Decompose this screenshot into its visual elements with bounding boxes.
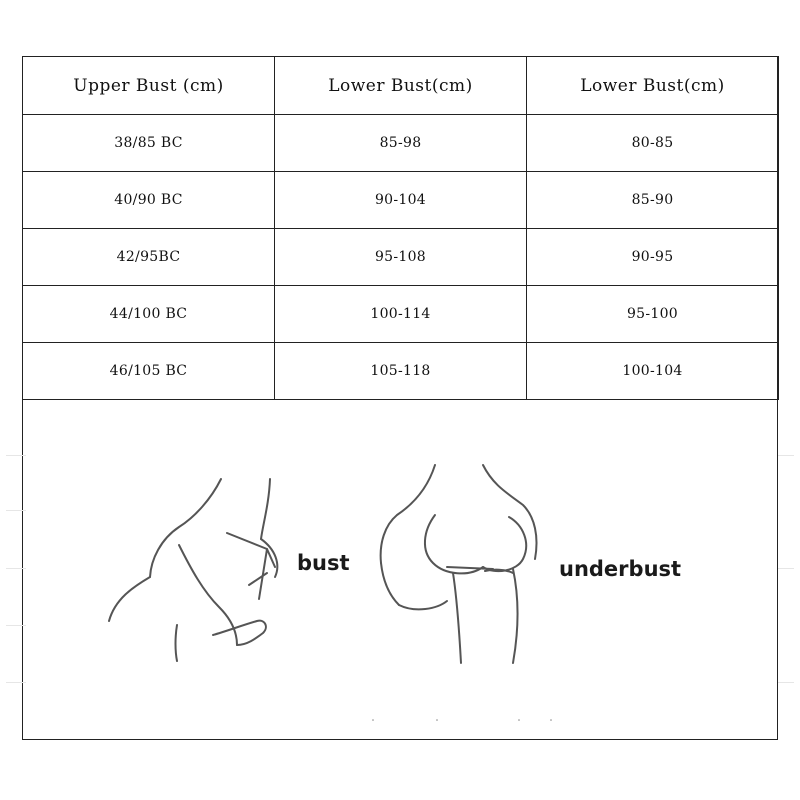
scan-artifact-line [778, 455, 794, 456]
table-row [23, 115, 779, 172]
table-header-row [23, 57, 779, 115]
table-cell: 38/85 BC [23, 115, 275, 172]
table-cell: 42/95BC [23, 229, 275, 286]
table-cell: 95-100 [527, 286, 779, 343]
scan-artifact-line [778, 568, 794, 569]
table-cell: 95-108 [275, 229, 527, 286]
table-cell: 90-95 [527, 229, 779, 286]
table-cell: 44/100 BC [23, 286, 275, 343]
header-lower-bust-2: Lower Bust(cm) [527, 57, 779, 115]
decorative-dots [372, 719, 552, 721]
scan-artifact-line [778, 682, 794, 683]
table-cell: 80-85 [527, 115, 779, 172]
table-row [23, 172, 779, 229]
table-cell: 46/105 BC [23, 343, 275, 400]
table-row [23, 229, 779, 286]
table-row [23, 343, 779, 400]
header-lower-bust: Lower Bust(cm) [275, 57, 527, 115]
table-cell: 85-90 [527, 172, 779, 229]
table-cell: 90-104 [275, 172, 527, 229]
bust-caption: bust [297, 551, 350, 575]
underbust-caption: underbust [559, 557, 682, 581]
bust-figure-drawing [109, 479, 277, 661]
size-table [22, 56, 779, 400]
header-upper-bust: Upper Bust (cm) [23, 57, 275, 115]
table-cell: 85-98 [275, 115, 527, 172]
table-cell: 100-114 [275, 286, 527, 343]
table-cell: 105-118 [275, 343, 527, 400]
table-row [23, 286, 779, 343]
table-cell: 40/90 BC [23, 172, 275, 229]
underbust-figure-drawing [381, 465, 537, 663]
table-cell: 100-104 [527, 343, 779, 400]
